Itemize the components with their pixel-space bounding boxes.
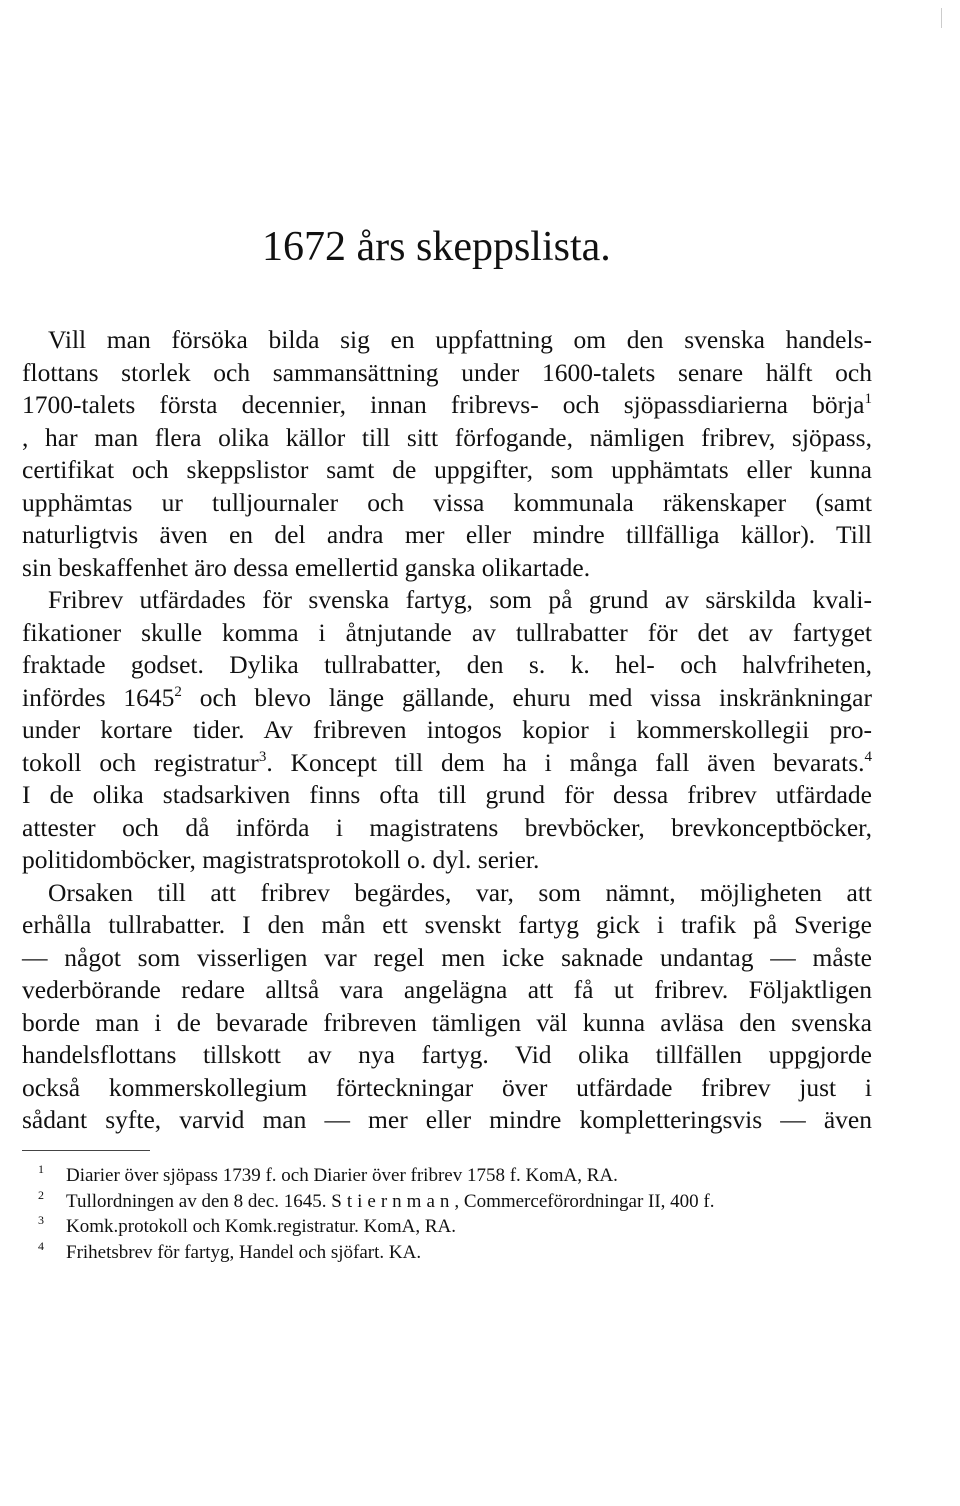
text-line: politidomböcker, magistratsprotokoll o. dyl. serier. <box>22 845 540 874</box>
text-line: vederbörande redare alltså vara angelägna att få ut fribrev. Följaktligen <box>22 975 872 1004</box>
footnote-ref-3[interactable]: 3 <box>258 748 267 765</box>
footnote-4: 4 Frihetsbrev för fartyg, Handel och sjöfart. KA. <box>38 1238 422 1263</box>
text-line: också kommerskollegium förteckningar över utfärdade fribrev just i <box>22 1072 872 1102</box>
footnote-1: 1 Diarier över sjöpass 1739 f. och Diarier över fribrev 1758 f. KomA, RA. <box>38 1162 618 1186</box>
text-line: erhålla tullrabatter. I den mån ett svenskt fartyg gick i trafik på Sverige <box>22 910 872 939</box>
footnote-text: Frihetsbrev för fartyg, Handel och sjöfart. KA. <box>66 1241 422 1263</box>
footnotes <box>38 1163 878 1265</box>
footnote-text: Diarier över sjöpass 1739 f. och Diarier över fribrev 1758 f. KomA, RA. <box>66 1165 618 1186</box>
text-segment: och blevo länge gällande, ehuru med vissa inskränkningar <box>181 682 872 712</box>
text-line: Fribrev utfärdades för svenska fartyg, som på grund av särskilda kvali- <box>48 585 872 614</box>
text-segment: tokoll och registratur <box>22 747 259 777</box>
text-line: sådant syfte, varvid man — mer eller mindre kompletteringsvis — även <box>22 1105 872 1134</box>
footnote-text: Komk.protokoll och Komk.registratur. KomA, RA. <box>66 1216 456 1237</box>
footnote-2: 2 Tullordningen av den 8 dec. 1645. Stiernman, Commerceförordningar II, 400 f. <box>38 1187 715 1212</box>
footnote-text: Tullordningen av den 8 dec. 1645. <box>66 1190 332 1212</box>
text-line: , har man flera olika källor till sitt förfogande, nämligen fribrev, sjöpass, <box>22 422 872 452</box>
text-line: attester och då införda i magistratens brevböcker, brevkonceptböcker, <box>22 812 872 842</box>
text-segment: 1700-talets första decennier, innan fribrevs- och sjöpassdiarierna börja <box>22 390 865 419</box>
text-line: fraktade godset. Dylika tullrabatter, den s. k. hel- och halvfriheten, <box>22 650 872 679</box>
text-line: Vill man försöka bilda sig en uppfattning om den svenska handels- <box>48 325 872 354</box>
text-line <box>22 389 872 422</box>
footnote-divider <box>22 1150 150 1151</box>
text-line: fikationer skulle komma i åtnjutande av tullrabatter för det av fartyget <box>22 617 872 647</box>
text-line: borde man i de bevarade fribreven tämligen väl kunna avläsa den svenska <box>22 1007 872 1037</box>
body-text <box>22 324 872 1137</box>
text-line: naturligtvis även en del andra mer eller mindre tillfälliga källor). Till <box>22 520 872 549</box>
page-title: 1672 års skeppslista. <box>262 224 611 270</box>
text-line: flottans storlek och sammansättning under 1600-talets senare hälft och <box>22 357 872 387</box>
text-segment: infördes 1645 <box>22 682 175 712</box>
footnote-ref-1[interactable]: 1 <box>864 391 872 407</box>
author-name: Stiernman <box>331 1190 455 1212</box>
text-line: handelsflottans tillskott av nya fartyg. Vid olika tillfällen uppgjorde <box>22 1040 872 1069</box>
text-line: Orsaken till att fribrev begärdes, var, som nämnt, möjligheten att <box>48 877 872 907</box>
text-segment: . Koncept till dem ha i många fall även bevarats. <box>266 747 865 777</box>
footnote-text: , Commerceförordningar II, 400 f. <box>454 1190 715 1212</box>
text-line <box>22 682 872 715</box>
text-line: upphämtas ur tulljournaler och vissa kommunala räkenskaper (samt <box>22 487 872 517</box>
footnote-ref-4[interactable]: 4 <box>864 748 872 765</box>
footnote-3: 3 Komk.protokoll och Komk.registratur. KomA, RA. <box>38 1213 456 1237</box>
text-line: I de olika stadsarkiven finns ofta till grund för dessa fribrev utfärdade <box>22 780 872 809</box>
scan-mark <box>941 8 942 28</box>
footnote-ref-2[interactable]: 2 <box>174 683 182 700</box>
text-line: sin beskaffenhet äro dessa emellertid ganska olikartade. <box>22 552 591 582</box>
text-line: — något som visserligen var regel men icke saknade undantag — måste <box>22 942 872 972</box>
text-line: under kortare tider. Av fribreven intogos kopior i kommerskollegii pro- <box>22 715 872 744</box>
text-line <box>22 747 872 780</box>
text-line: certifikat och skeppslistor samt de uppgifter, som upphämtats eller kunna <box>22 455 872 484</box>
